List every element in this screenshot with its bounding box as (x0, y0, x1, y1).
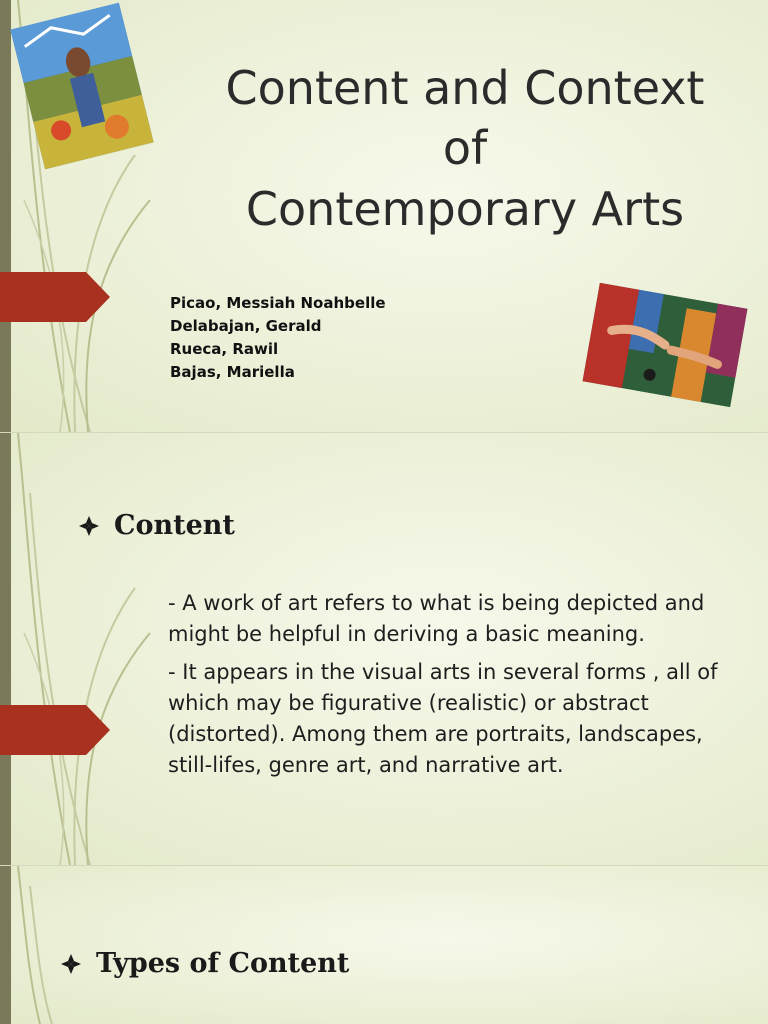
author-name: Bajas, Mariella (170, 363, 295, 381)
vine-decoration (0, 433, 160, 865)
title-line: Contemporary Arts (245, 181, 685, 236)
diamond-bullet-icon (60, 953, 82, 975)
slide-content (0, 433, 768, 865)
vine-decoration (0, 866, 160, 1024)
painting-hands-thumbnail (582, 283, 747, 408)
body-paragraph: - It appears in the visual arts in several forms , all of which may be figurative (realistic) or abstract (distorted). Among them are portraits, landscapes, still-lifes, genre art, and narrative art. (168, 660, 718, 777)
title-line: of (442, 121, 488, 176)
section-heading-types (60, 948, 349, 979)
author-name: Picao, Messiah Noahbelle (170, 294, 386, 312)
presentation-title (185, 58, 745, 239)
section-heading-text: Content (114, 510, 235, 541)
body-paragraph: - A work of art refers to what is being depicted and might be helpful in deriving a basic meaning. (168, 591, 705, 646)
author-list (170, 292, 386, 384)
content-body (168, 588, 728, 788)
section-heading-text: Types of Content (96, 948, 350, 979)
slide-types (0, 866, 768, 1024)
author-name: Delabajan, Gerald (170, 317, 322, 335)
slide-title (0, 0, 768, 432)
diamond-bullet-icon (78, 515, 100, 537)
author-name: Rueca, Rawil (170, 340, 279, 358)
title-line: Content and Context (225, 61, 705, 115)
section-heading-content (78, 510, 235, 541)
